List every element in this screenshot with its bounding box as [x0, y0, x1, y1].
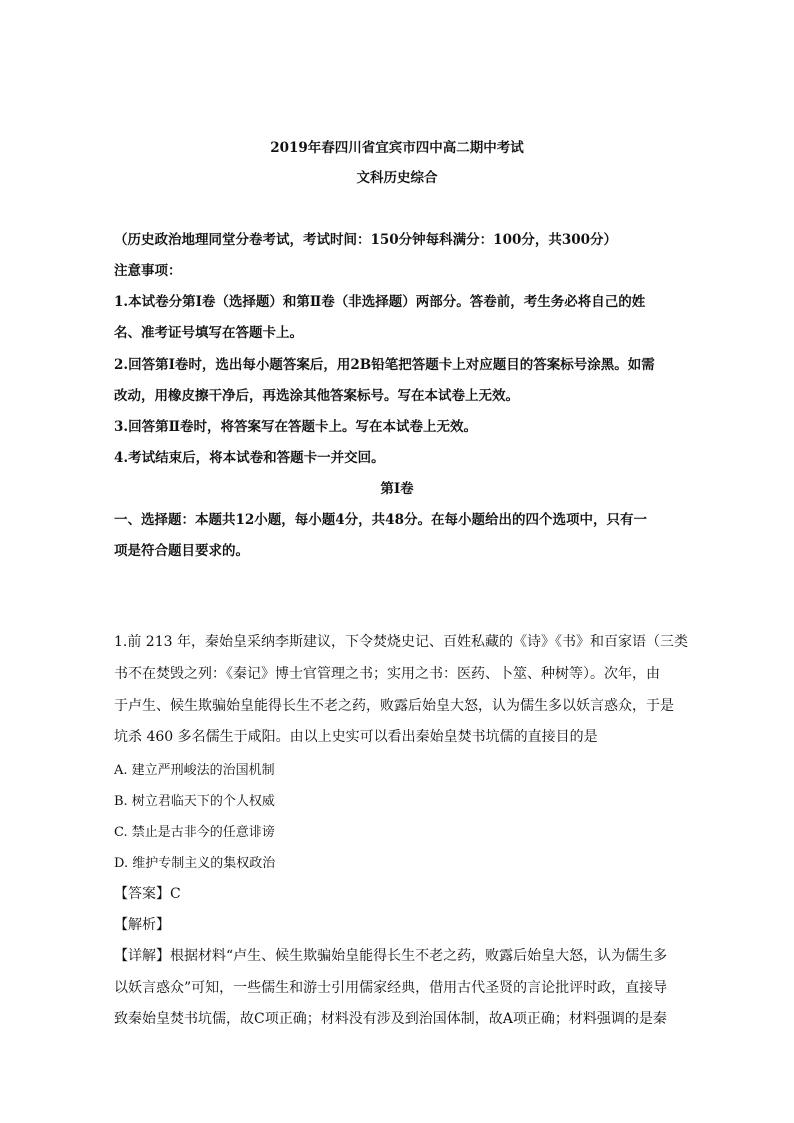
question-stem-line-3: 于卢生、候生欺骗始皇能得长生不老之药，败露后始皇大怒，认为儒生多以妖言惑众，于是: [114, 698, 674, 714]
detail-line-3: 致秦始皇焚书坑儒，故C项正确；材料没有涉及到治国体制，故A项正确；材料强调的是秦: [114, 1011, 667, 1027]
exam-info: （历史政治地理同堂分卷考试，考试时间：150分钟每科满分：100分，共300分）: [114, 232, 618, 248]
question-stem-line-1: 1.前 213 年，秦始皇采纳李斯建议，下令焚烧史记、百姓私藏的《诗》《书》和百家语（三类: [114, 634, 688, 650]
section-intro-line-1: 一、选择题：本题共12小题，每小题4分，共48分。在每小题给出的四个选项中，只有一: [114, 512, 647, 528]
analysis-heading: 【解析】: [114, 917, 170, 933]
section-intro-line-2: 项是符合题目要求的。: [114, 543, 249, 559]
notice-item-3: 3.回答第Ⅱ卷时，将答案写在答题卡上。写在本试卷上无效。: [114, 419, 477, 435]
question-stem-line-4: 坑杀 460 多名儒生于咸阳。由以上史实可以看出秦始皇焚书坑儒的直接目的是: [114, 729, 598, 745]
option-d: D. 维护专制主义的集权政治: [114, 856, 276, 871]
option-c: C. 禁止是古非今的任意诽谤: [114, 825, 275, 840]
exam-title: 2019年春四川省宜宾市四中高二期中考试: [270, 140, 524, 156]
notice-item-1-line-1: 1.本试卷分第Ⅰ卷（选择题）和第Ⅱ卷（非选择题）两部分。答卷前，考生务必将自己的姓: [114, 294, 646, 310]
notice-heading: 注意事项：: [114, 263, 182, 279]
detail-line-1: 【详解】根据材料“卢生、候生欺骗始皇能得长生不老之药，败露后始皇大怒，认为儒生多: [114, 948, 668, 964]
detail-line-2: 以妖言惑众”可知，一些儒生和游士引用儒家经典，借用古代圣贤的言论批评时政，直接导: [114, 980, 668, 996]
notice-item-2-line-2: 改动，用橡皮擦干净后，再选涂其他答案标号。写在本试卷上无效。: [114, 388, 519, 404]
option-b: B. 树立君临天下的个人权威: [114, 794, 275, 809]
notice-item-4: 4.考试结束后，将本试卷和答题卡一并交回。: [114, 450, 385, 466]
answer-line: 【答案】C: [114, 886, 181, 902]
notice-item-2-line-1: 2.回答第Ⅰ卷时，选出每小题答案后，用2B铅笔把答题卡上对应题目的答案标号涂黑。如需: [114, 357, 655, 373]
notice-item-1-line-2: 名、准考证号填写在答题卡上。: [114, 325, 303, 341]
option-a: A. 建立严刑峻法的治国机制: [114, 763, 275, 778]
exam-subtitle: 文科历史综合: [356, 170, 438, 186]
question-stem-line-2: 书不在焚毁之列：《秦记》博士官管理之书；实用之书：医药、卜筮、种树等）。次年，由: [114, 666, 660, 682]
volume-title: 第Ⅰ卷: [380, 481, 414, 497]
